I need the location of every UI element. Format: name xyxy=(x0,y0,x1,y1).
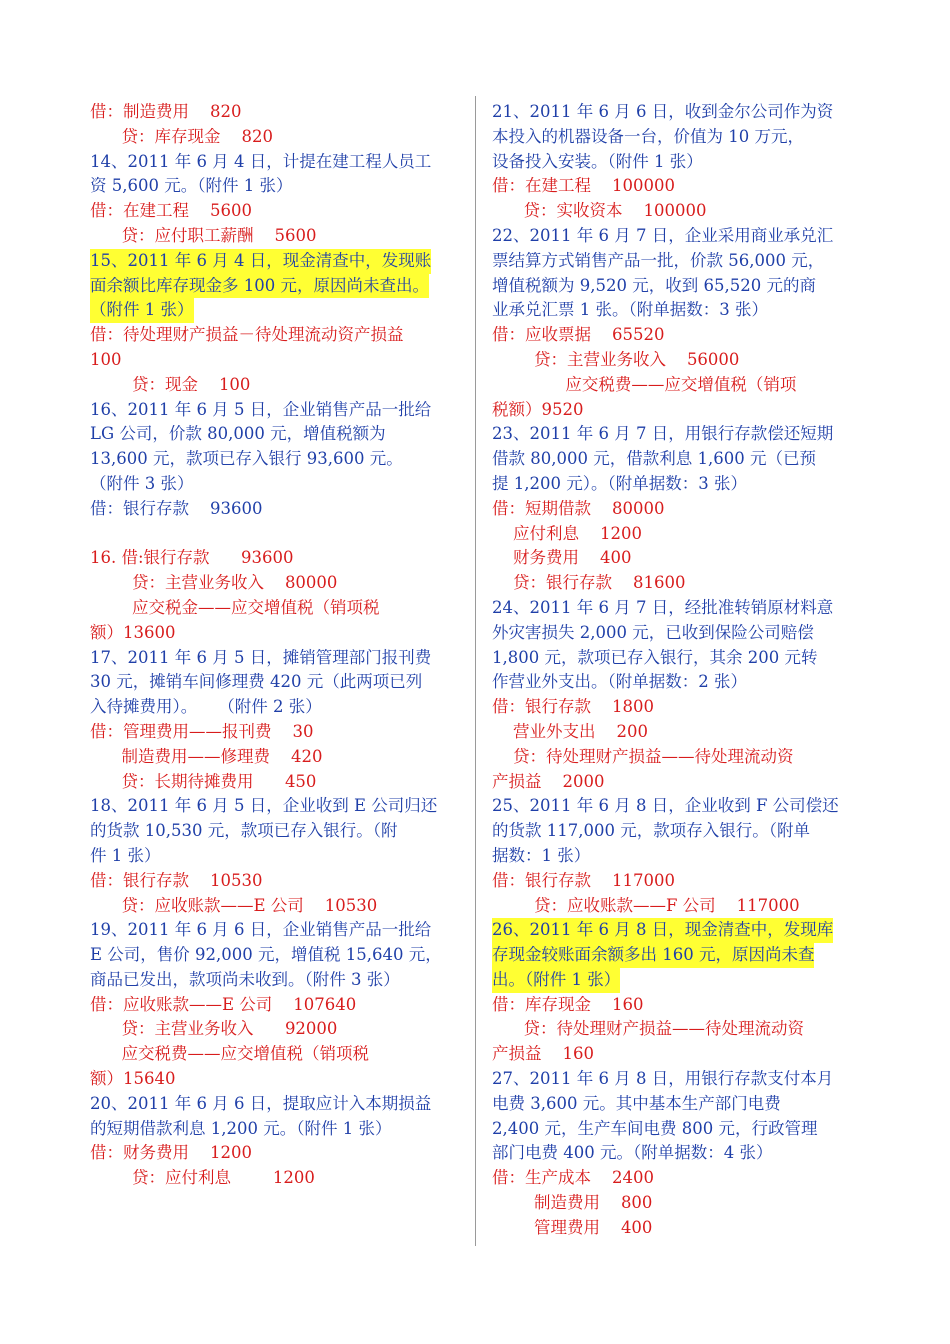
line-text: 贷：应收账款——E 公司 10530 xyxy=(90,895,378,915)
transaction-line xyxy=(492,943,860,968)
line-text: 贷：应收账款——F 公司 117000 xyxy=(492,895,800,915)
line-text: 应交税金——应交增值税（销项税 xyxy=(90,597,380,617)
journal-entry-line xyxy=(90,125,462,150)
line-text: 贷：主营业务收入 92000 xyxy=(90,1019,338,1039)
transaction-line xyxy=(90,819,462,844)
journal-entry-line xyxy=(90,1166,462,1191)
line-text: 借：待处理财产损益－待处理流动资产损益 xyxy=(90,325,404,345)
transaction-line xyxy=(90,472,462,497)
journal-entry-line xyxy=(90,621,462,646)
line-text: 26、2011 年 6 月 8 日，现金清查中，发现库 xyxy=(492,918,833,943)
line-text: 应付利息 1200 xyxy=(492,523,642,543)
line-text: 贷：库存现金 820 xyxy=(90,126,273,146)
transaction-line xyxy=(90,943,462,968)
line-text: 借：财务费用 1200 xyxy=(90,1143,252,1163)
line-text: 14、2011 年 6 月 4 日，计提在建工程人员工 xyxy=(90,151,432,171)
transaction-line xyxy=(492,844,860,869)
journal-entry-line xyxy=(90,373,462,398)
journal-entry-line xyxy=(492,745,860,770)
line-text: 借：银行存款 10530 xyxy=(90,870,263,890)
journal-entry-line xyxy=(492,894,860,919)
transaction-line xyxy=(492,447,860,472)
transaction-line xyxy=(492,918,860,943)
line-text: 电费 3,600 元。其中基本生产部门电费 xyxy=(492,1093,781,1113)
line-text: 贷：实收资本 100000 xyxy=(492,201,707,221)
line-text: 票结算方式销售产品一批，价款 56,000 元， xyxy=(492,250,825,270)
transaction-line xyxy=(90,968,462,993)
line-text: 20、2011 年 6 月 6 日，提取应计入本期损益 xyxy=(90,1093,432,1113)
line-text: 产损益 2000 xyxy=(492,771,605,791)
line-text: 存现金较账面余额多出 160 元，原因尚未查 xyxy=(492,943,814,968)
line-text: 借：在建工程 5600 xyxy=(90,201,252,221)
line-text: 贷：现金 100 xyxy=(90,374,251,394)
transaction-line xyxy=(90,794,462,819)
line-text: 贷：主营业务收入 80000 xyxy=(90,573,338,593)
line-text: 面余额比库存现金多 100 元，原因尚未查出。 xyxy=(90,274,429,299)
journal-entry-line xyxy=(90,993,462,1018)
transaction-line xyxy=(492,1117,860,1142)
journal-entry-line xyxy=(492,398,860,423)
right-column xyxy=(492,100,860,1241)
journal-entry-line xyxy=(492,869,860,894)
transaction-line xyxy=(90,447,462,472)
line-text: 借：在建工程 100000 xyxy=(492,176,675,196)
transaction-line xyxy=(90,497,462,522)
line-text: 外灾害损失 2,000 元，已收到保险公司赔偿 xyxy=(492,622,814,642)
transaction-line xyxy=(492,100,860,125)
line-text: 贷：待处理财产损益——待处理流动资 xyxy=(492,1019,804,1039)
transaction-line xyxy=(492,968,860,993)
line-text: 借：生产成本 2400 xyxy=(492,1168,654,1188)
transaction-line xyxy=(90,1117,462,1142)
line-text: （附件 1 张） xyxy=(90,298,194,323)
transaction-line xyxy=(90,174,462,199)
line-text: 借：管理费用——报刊费 30 xyxy=(90,721,314,741)
transaction-line xyxy=(90,670,462,695)
line-text: （附件 3 张） xyxy=(90,473,194,493)
line-text: 出。（附件 1 张） xyxy=(492,968,620,993)
line-text: 入待摊费用）。 （附件 2 张） xyxy=(90,697,322,717)
line-text: 23、2011 年 6 月 7 日，用银行存款偿还短期 xyxy=(492,424,834,444)
line-text: 贷：主营业务收入 56000 xyxy=(492,349,740,369)
line-text: 借：银行存款 117000 xyxy=(492,870,675,890)
transaction-line xyxy=(90,249,462,274)
line-text: 22、2011 年 6 月 7 日，企业采用商业承兑汇 xyxy=(492,225,834,245)
transaction-line xyxy=(492,670,860,695)
line-text: 额）15640 xyxy=(90,1069,176,1089)
line-text: 借款 80,000 元，借款利息 1,600 元（已预 xyxy=(492,449,816,469)
transaction-line xyxy=(492,596,860,621)
line-text: LG 公司，价款 80,000 元，增值税额为 xyxy=(90,424,386,444)
line-text: 贷：应付职工薪酬 5600 xyxy=(90,225,317,245)
line-text: 据数：1 张） xyxy=(492,845,591,865)
journal-entry-line xyxy=(90,720,462,745)
transaction-line xyxy=(492,1141,860,1166)
transaction-line xyxy=(90,646,462,671)
journal-entry-line xyxy=(492,497,860,522)
transaction-line xyxy=(492,472,860,497)
transaction-line xyxy=(90,150,462,175)
line-text: 15、2011 年 6 月 4 日，现金清查中，发现账 xyxy=(90,249,431,274)
line-text: E 公司，售价 92,000 元，增值税 15,640 元， xyxy=(90,945,442,965)
journal-entry-line xyxy=(90,348,462,373)
journal-entry-line xyxy=(90,199,462,224)
transaction-line xyxy=(492,274,860,299)
line-text: 100 xyxy=(90,349,122,369)
line-text: 借：应收账款——E 公司 107640 xyxy=(90,994,357,1014)
line-text: 13,600 元，款项已存入银行 93,600 元。 xyxy=(90,449,403,469)
line-text: 借：银行存款 93600 xyxy=(90,498,263,518)
line-text: 营业外支出 200 xyxy=(492,721,648,741)
journal-entry-line xyxy=(90,1067,462,1092)
line-text: 财务费用 400 xyxy=(492,548,632,568)
journal-entry-line xyxy=(492,720,860,745)
line-text: 21、2011 年 6 月 6 日，收到金尔公司作为资 xyxy=(492,102,834,121)
transaction-line xyxy=(90,844,462,869)
transaction-line xyxy=(90,422,462,447)
journal-entry-line xyxy=(90,100,462,125)
transaction-line xyxy=(492,819,860,844)
journal-entry-line xyxy=(492,522,860,547)
journal-entry-line xyxy=(492,1191,860,1216)
line-text: 作营业外支出。（附单据数：2 张） xyxy=(492,672,747,692)
line-text: 税额）9520 xyxy=(492,399,584,419)
transaction-line xyxy=(492,621,860,646)
journal-entry-line xyxy=(492,770,860,795)
line-text: 提 1,200 元）。（附单据数：3 张） xyxy=(492,473,747,493)
line-text: 设备投入安装。（附件 1 张） xyxy=(492,151,703,171)
journal-entry-line xyxy=(492,348,860,373)
line-text: 25、2011 年 6 月 8 日，企业收到 F 公司偿还 xyxy=(492,796,839,816)
journal-entry-line xyxy=(90,869,462,894)
line-text: 16、2011 年 6 月 5 日，企业销售产品一批给 xyxy=(90,399,432,419)
line-text: 商品已发出，款项尚未收到。（附件 3 张） xyxy=(90,969,400,989)
transaction-line xyxy=(492,1092,860,1117)
transaction-line xyxy=(90,695,462,720)
journal-entry-line xyxy=(90,571,462,596)
transaction-line xyxy=(492,150,860,175)
line-text: 应交税费——应交增值税（销项税 xyxy=(90,1044,369,1064)
transaction-line xyxy=(492,422,860,447)
line-text: 资 5,600 元。（附件 1 张） xyxy=(90,176,293,196)
journal-entry-line xyxy=(90,546,462,571)
line-text: 24、2011 年 6 月 7 日，经批准转销原材料意 xyxy=(492,597,834,617)
line-text: 借：短期借款 80000 xyxy=(492,498,665,518)
journal-entry-line xyxy=(90,1042,462,1067)
journal-entry-line xyxy=(492,323,860,348)
line-text: 18、2011 年 6 月 5 日，企业收到 E 公司归还 xyxy=(90,796,438,816)
journal-entry-line xyxy=(492,993,860,1018)
line-text: 借：应收票据 65520 xyxy=(492,325,665,345)
journal-entry-line xyxy=(492,1166,860,1191)
line-text: 1,800 元，款项已存入银行，其余 200 元转 xyxy=(492,647,818,667)
journal-entry-line xyxy=(90,1141,462,1166)
line-text: 16. 借:银行存款 93600 xyxy=(90,548,294,568)
line-text: 的短期借款利息 1,200 元。（附件 1 张） xyxy=(90,1118,392,1138)
blank-line xyxy=(90,522,462,547)
transaction-line xyxy=(492,125,860,150)
line-text: 借：库存现金 160 xyxy=(492,994,644,1014)
journal-entry-line xyxy=(90,323,462,348)
line-text: 贷：待处理财产损益——待处理流动资 xyxy=(492,746,794,766)
left-column xyxy=(90,100,462,1191)
line-text: 增值税额为 9,520 元，收到 65,520 元的商 xyxy=(492,275,816,295)
transaction-line xyxy=(492,794,860,819)
line-text: 贷：银行存款 81600 xyxy=(492,573,686,593)
line-text: 30 元，摊销车间修理费 420 元（此两项已列 xyxy=(90,672,423,692)
journal-entry-line xyxy=(492,546,860,571)
line-text: 借：制造费用 820 xyxy=(90,102,242,121)
line-text: 贷：长期待摊费用 450 xyxy=(90,771,317,791)
line-text: 部门电费 400 元。（附单据数：4 张） xyxy=(492,1143,773,1163)
line-text: 制造费用——修理费 420 xyxy=(90,746,323,766)
transaction-line xyxy=(90,398,462,423)
column-divider xyxy=(475,96,476,1246)
journal-entry-line xyxy=(90,224,462,249)
journal-entry-line xyxy=(90,596,462,621)
transaction-line xyxy=(492,646,860,671)
journal-entry-line xyxy=(492,1017,860,1042)
line-text: 贷：应付利息 1200 xyxy=(90,1168,315,1188)
line-text: 件 1 张） xyxy=(90,845,161,865)
journal-entry-line xyxy=(492,695,860,720)
journal-entry-line xyxy=(90,770,462,795)
transaction-line xyxy=(492,298,860,323)
line-text: 制造费用 800 xyxy=(492,1193,653,1213)
transaction-line xyxy=(492,249,860,274)
line-text: 2,400 元，生产车间电费 800 元，行政管理 xyxy=(492,1118,818,1138)
line-text: 借：银行存款 1800 xyxy=(492,697,654,717)
transaction-line xyxy=(90,918,462,943)
journal-entry-line xyxy=(492,1042,860,1067)
journal-entry-line xyxy=(492,199,860,224)
line-text: 的货款 117,000 元，款项存入银行。（附单 xyxy=(492,821,810,841)
journal-entry-line xyxy=(492,174,860,199)
journal-entry-line xyxy=(90,894,462,919)
line-text: 应交税费——应交增值税（销项 xyxy=(492,374,797,394)
line-text: 19、2011 年 6 月 6 日，企业销售产品一批给 xyxy=(90,920,432,940)
journal-entry-line xyxy=(492,373,860,398)
journal-entry-line xyxy=(492,571,860,596)
line-text: 本投入的机器设备一台，价值为 10 万元， xyxy=(492,126,804,146)
transaction-line xyxy=(90,274,462,299)
transaction-line xyxy=(492,1067,860,1092)
line-text: 17、2011 年 6 月 5 日，摊销管理部门报刊费 xyxy=(90,647,432,667)
line-text: 的货款 10,530 元，款项已存入银行。（附 xyxy=(90,821,398,841)
journal-entry-line xyxy=(90,1017,462,1042)
line-text: 业承兑汇票 1 张。（附单据数：3 张） xyxy=(492,300,768,320)
line-text: 产损益 160 xyxy=(492,1044,594,1064)
transaction-line xyxy=(90,1092,462,1117)
journal-entry-line xyxy=(90,745,462,770)
line-text: 27、2011 年 6 月 8 日，用银行存款支付本月 xyxy=(492,1069,834,1089)
transaction-line xyxy=(492,224,860,249)
line-text: 管理费用 400 xyxy=(492,1217,653,1237)
transaction-line xyxy=(90,298,462,323)
line-text: 额）13600 xyxy=(90,622,176,642)
journal-entry-line xyxy=(492,1216,860,1241)
